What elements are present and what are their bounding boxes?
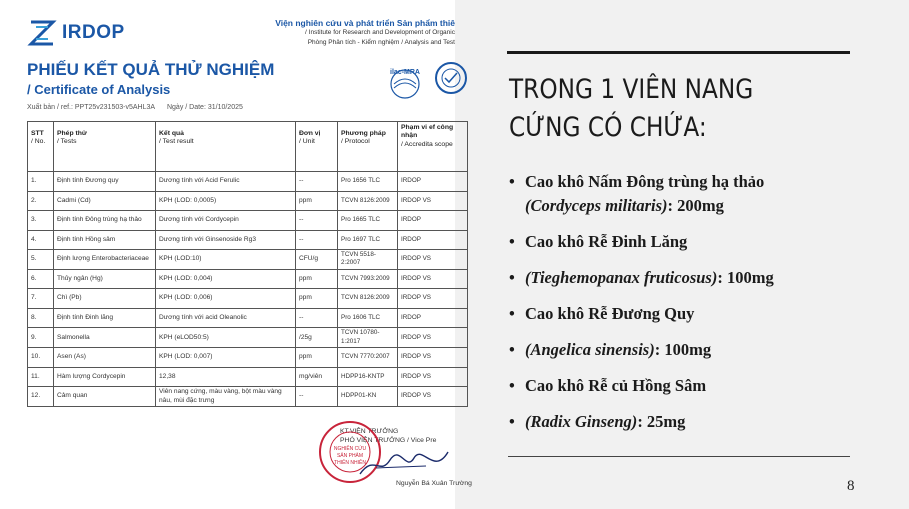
cell-unit: ppm: [296, 269, 338, 289]
department-name: Phòng Phân tích - Kiểm nghiệm / Analysis and Test: [307, 39, 455, 46]
cell-test: Cảm quan: [54, 387, 156, 407]
cell-no: 2.: [28, 191, 54, 211]
cell-scope: IRDOP VS: [398, 387, 468, 407]
cell-unit: --: [296, 172, 338, 192]
cell-protocol: TCVN 8126:2009: [338, 191, 398, 211]
cell-result: Dương tính với Acid Ferulic: [156, 172, 296, 192]
ingredient-scientific-name: (Radix Ginseng): [525, 412, 638, 431]
cell-unit: /25g: [296, 328, 338, 348]
column-header: STT / No.: [28, 122, 54, 172]
institute-header: [225, 18, 455, 48]
cell-protocol: TCVN 8126:2009: [338, 289, 398, 309]
cell-no: 1.: [28, 172, 54, 192]
cell-unit: --: [296, 230, 338, 250]
cell-test: Asen (As): [54, 348, 156, 368]
cell-scope: IRDOP VS: [398, 367, 468, 387]
cell-result: Dương tính với Ginsenoside Rg3: [156, 230, 296, 250]
cell-unit: ppm: [296, 289, 338, 309]
cell-scope: IRDOP VS: [398, 289, 468, 309]
cell-no: 5.: [28, 250, 54, 270]
cell-protocol: HDPP16-KNTP: [338, 367, 398, 387]
svg-text:SẢN PHẨM: SẢN PHẨM: [336, 453, 364, 459]
cell-no: 11.: [28, 367, 54, 387]
cell-test: Chì (Pb): [54, 289, 156, 309]
top-rule: [507, 51, 850, 54]
page-number: 8: [847, 478, 855, 494]
table-row: [28, 250, 468, 270]
cell-scope: IRDOP VS: [398, 348, 468, 368]
ilac-text: ilac-MRA: [390, 69, 420, 76]
ingredient-scientific-name: (Tieghemopanax fruticosus): [525, 268, 718, 287]
ingredient-item: [509, 374, 849, 398]
cell-protocol: TCVN 10780-1:2017: [338, 328, 398, 348]
signature: [356, 446, 452, 482]
bottom-rule: [508, 456, 850, 457]
logo-text: IRDOP: [62, 22, 125, 43]
ingredient-item: [509, 230, 849, 254]
cell-result: KPH (eLOD50:5): [156, 328, 296, 348]
cell-test: Định tính Đương quy: [54, 172, 156, 192]
institute-name-en: / Institute for Research and Development of Organic: [305, 29, 455, 36]
cell-unit: ppm: [296, 348, 338, 368]
cell-test: Cadmi (Cd): [54, 191, 156, 211]
cell-scope: IRDOP: [398, 211, 468, 231]
cell-result: Dương tính với acid Oleanolic: [156, 308, 296, 328]
ingredient-item: [509, 338, 849, 362]
cell-no: 3.: [28, 211, 54, 231]
cell-result: KPH (LOD:10): [156, 250, 296, 270]
cell-scope: IRDOP: [398, 172, 468, 192]
svg-text:THIÊN NHIÊN: THIÊN NHIÊN: [334, 460, 366, 466]
reference-number: Xuất bản / ref.: PPT25v231503-v5AHL3A: [27, 104, 156, 111]
cell-test: Định tính Đông trùng hạ thảo: [54, 211, 156, 231]
ingredient-amount: : 100mg: [654, 340, 712, 359]
institute-name-vi: Viện nghiên cứu và phát triển Sản phẩm thiê: [275, 18, 455, 28]
dna-icon: [27, 18, 57, 48]
column-header: Phương pháp / Protocol: [338, 122, 398, 172]
table-row: [28, 230, 468, 250]
cell-scope: IRDOP VS: [398, 328, 468, 348]
column-header: Phép thử / Tests: [54, 122, 156, 172]
ingredient-scientific-name: (Angelica sinensis): [525, 340, 655, 359]
ingredient-amount: : 100mg: [717, 268, 774, 287]
cell-no: 4.: [28, 230, 54, 250]
cell-protocol: HDPP01-KN: [338, 387, 398, 407]
heading-line-2: CỨNG CÓ CHỨA:: [509, 112, 707, 143]
cell-protocol: Pro 1665 TLC: [338, 211, 398, 231]
cell-no: 8.: [28, 308, 54, 328]
ingredient-name: Cao khô Rễ Đương Quy: [525, 304, 695, 323]
ingredient-amount: : 25mg: [637, 412, 686, 431]
certificate-subtitle: / Certificate of Analysis: [27, 82, 171, 97]
cell-test: Hàm lượng Cordycepin: [54, 367, 156, 387]
column-header: Phạm vi ef công nhận / Accredita scope: [398, 122, 468, 172]
cell-result: KPH (LOD: 0,004): [156, 269, 296, 289]
test-results-table: [27, 121, 468, 407]
cell-protocol: TCVN 5518-2:2007: [338, 250, 398, 270]
ingredient-name: Cao khô Rễ củ Hồng Sâm: [525, 376, 707, 395]
signer-role: KT.VIỆN TRƯỞNG: [340, 428, 399, 435]
table-row: [28, 289, 468, 309]
ingredient-item: [509, 302, 849, 326]
accreditation-seal: [433, 60, 469, 104]
cell-no: 12.: [28, 387, 54, 407]
cell-test: Định tính Hồng sâm: [54, 230, 156, 250]
cell-unit: ppm: [296, 191, 338, 211]
cell-protocol: TCVN 7993:2009: [338, 269, 398, 289]
cell-protocol: TCVN 7770:2007: [338, 348, 398, 368]
ingredient-scientific-name: (Cordyceps militaris): [525, 196, 668, 215]
cell-no: 10.: [28, 348, 54, 368]
cell-result: 12,38: [156, 367, 296, 387]
cell-unit: CFU/g: [296, 250, 338, 270]
table-row: [28, 211, 468, 231]
cell-result: KPH (LOD: 0,007): [156, 348, 296, 368]
column-header: Kết quả / Test result: [156, 122, 296, 172]
column-header: Đơn vị / Unit: [296, 122, 338, 172]
cell-scope: IRDOP: [398, 230, 468, 250]
ingredient-name: Cao khô Rễ Đinh Lăng: [525, 232, 688, 251]
svg-text:NGHIÊN CỨU: NGHIÊN CỨU: [333, 446, 367, 452]
table-header: [28, 122, 468, 172]
table-row: [28, 191, 468, 211]
cell-result: Dương tính với Cordycepin: [156, 211, 296, 231]
cell-unit: --: [296, 308, 338, 328]
cell-no: 7.: [28, 289, 54, 309]
certificate-title: PHIẾU KẾT QUẢ THỬ NGHIỆM: [27, 60, 275, 79]
cell-scope: IRDOP: [398, 308, 468, 328]
cell-test: Định tính Đinh lăng: [54, 308, 156, 328]
ingredient-list: [509, 170, 849, 446]
table-row: [28, 328, 468, 348]
ingredient-item: [509, 266, 849, 290]
cell-scope: IRDOP VS: [398, 250, 468, 270]
cell-unit: mg/viên: [296, 367, 338, 387]
ingredient-name: Cao khô Nấm Đông trùng hạ thảo: [525, 172, 765, 191]
irdop-logo: [27, 18, 125, 48]
cell-unit: --: [296, 211, 338, 231]
cell-protocol: Pro 1606 TLC: [338, 308, 398, 328]
cell-result: Viên nang cứng, màu vàng, bột màu vàng nâu, mùi đặc trưng: [156, 387, 296, 407]
cell-scope: IRDOP VS: [398, 269, 468, 289]
cell-scope: IRDOP VS: [398, 191, 468, 211]
cell-test: Thủy ngân (Hg): [54, 269, 156, 289]
cell-test: Salmonella: [54, 328, 156, 348]
cell-protocol: Pro 1697 TLC: [338, 230, 398, 250]
ilac-mra-logo: [386, 62, 424, 100]
table-row: [28, 367, 468, 387]
table-row: [28, 269, 468, 289]
reference-line: [27, 104, 253, 111]
cell-result: KPH (LOD: 0,0005): [156, 191, 296, 211]
cell-no: 6.: [28, 269, 54, 289]
table-row: [28, 348, 468, 368]
ingredient-item: [509, 170, 849, 218]
table-row: [28, 308, 468, 328]
slide-heading: [509, 71, 801, 147]
signer-title: PHÓ VIỆN TRƯỞNG / Vice Pre: [340, 437, 437, 444]
cell-no: 9.: [28, 328, 54, 348]
cell-protocol: Pro 1656 TLC: [338, 172, 398, 192]
ingredient-amount: : 200mg: [667, 196, 724, 215]
cell-unit: --: [296, 387, 338, 407]
cell-test: Định lượng Enterobacteriaceae: [54, 250, 156, 270]
cell-result: KPH (LOD: 0,006): [156, 289, 296, 309]
table-row: [28, 387, 468, 407]
issue-date: Ngày / Date: 31/10/2025: [166, 104, 243, 111]
ingredient-item: [509, 410, 849, 434]
heading-line-1: TRONG 1 VIÊN NANG: [509, 74, 754, 105]
signer-name: Nguyễn Bá Xuân Trường: [396, 480, 472, 487]
table-row: [28, 172, 468, 192]
